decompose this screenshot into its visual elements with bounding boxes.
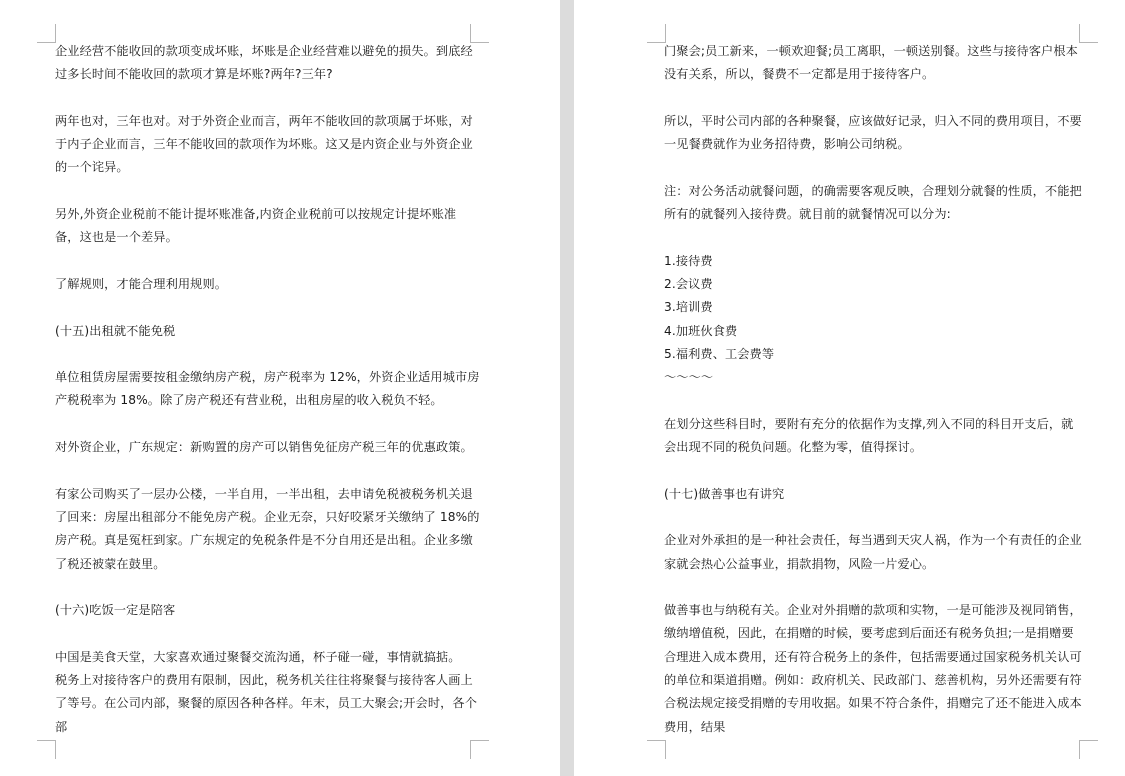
page-gutter [560, 0, 574, 776]
list-item: 5.福利费、工会费等 [664, 346, 775, 361]
list-item: 4.加班伙食费 [664, 323, 738, 338]
paragraph: 两年也对，三年也对。对于外资企业而言，两年不能收回的款项属于坏账，对于内子企业而言，三年不能收回的款项作为坏账。这又是内资企业与外资企业的一个诧异。 [55, 113, 473, 175]
paragraph: 对外资企业，广东规定：新购置的房产可以销售免征房产税三年的优惠政策。 [55, 440, 473, 455]
list-item: 2.会议费 [664, 276, 713, 291]
left-page [0, 0, 560, 776]
paragraph: 企业经营不能收回的款项变成坏账，坏账是企业经营难以避免的损失。到底经过多长时间不能收回的款项才算是坏账?两年?三年? [55, 44, 473, 82]
list-item: 1.接待费 [664, 253, 713, 268]
crop-mark-bottom-right [1079, 740, 1098, 759]
paragraph: 有家公司购买了一层办公楼，一半自用，一半出租，去申请免税被税务机关退了回来：房屋出租部分不能免房产税。企业无奈，只好咬紧牙关缴纳了 18%的房产税。真是冤枉到家。广东规定的免税条件是不分自用还是出租。企业多缴了税还被蒙在鼓里。 [55, 486, 480, 571]
paragraph: 了解规则，才能合理利用规则。 [55, 276, 228, 291]
paragraph: 门聚会;员工新来，一顿欢迎餐;员工离职，一顿送别餐。这些与接待客户根本没有关系，所以，餐费不一定都是用于接待客户。 [664, 44, 1078, 82]
right-page-body [664, 40, 1084, 739]
section-heading: (十六)吃饭一定是陪客 [55, 603, 176, 618]
paragraph: 另外,外资企业税前不能计提坏账准备,内资企业税前可以按规定计提坏账准备，这也是一个差异。 [55, 207, 457, 245]
crop-mark-top-left [37, 24, 56, 43]
paragraph: 所以，平时公司内部的各种聚餐，应该做好记录，归入不同的费用项目，不要一见餐费就作为业务招待费，影响公司纳税。 [664, 113, 1082, 152]
paragraph: 税务上对接待客户的费用有限制，因此，税务机关往往将聚餐与接待客人画上了等号。在公司内部，聚餐的原因各种各样。年末，员工大聚会;开会时，各个部 [55, 673, 477, 734]
paragraph: 中国是美食天堂，大家喜欢通过聚餐交流沟通，杯子碰一碰，事情就搞掂。 [55, 649, 461, 664]
list-item: 3.培训费 [664, 300, 713, 315]
left-page-body [55, 40, 480, 739]
section-heading: (十七)做善事也有讲究 [664, 486, 785, 501]
crop-mark-bottom-left [647, 740, 666, 759]
paragraph: 在划分这些科目时，要附有充分的依据作为支撑,列入不同的科目开支后，就会出现不同的税负问题。化整为零，值得探讨。 [664, 416, 1074, 455]
section-heading: (十五)出租就不能免税 [55, 323, 176, 338]
tilde-line: ～～～～ [664, 370, 714, 385]
paragraph: 单位租赁房屋需要按租金缴纳房产税，房产税率为 12%，外资企业适用城市房产税税率为 18%。除了房产税还有营业税，出租房屋的收入税负不轻。 [55, 370, 480, 408]
paragraph: 做善事也与纳税有关。企业对外捐赠的款项和实物，一是可能涉及视同销售，缴纳增值税，因此，在捐赠的时候，要考虑到后面还有税务负担;一是捐赠要合理进入成本费用，还有符合税务上的条件，包括需要通过国家税务机关认可的单位和渠道捐赠。例如：政府机关、民政部门、慈善机构，另外还需要有符合税法规定接受捐赠的专用收据。如果不符合条件，捐赠完了还不能进入成本费用，结果 [664, 603, 1082, 734]
paragraph: 注：对公务活动就餐问题，的确需要客观反映，合理划分就餐的性质，不能把所有的就餐列入接待费。就目前的就餐情况可以分为: [664, 183, 1082, 222]
right-page [574, 0, 1125, 776]
paragraph: 企业对外承担的是一种社会责任，每当遇到天灾人祸，作为一个有责任的企业家就会热心公益事业，捐款捐物，风险一片爱心。 [664, 533, 1082, 571]
crop-mark-bottom-left [37, 740, 56, 759]
crop-mark-bottom-right [470, 740, 489, 759]
